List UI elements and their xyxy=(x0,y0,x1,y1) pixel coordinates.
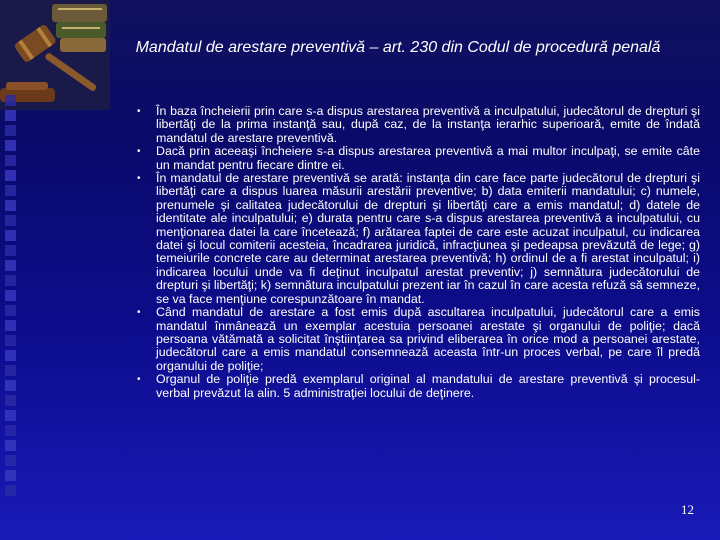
decor-square xyxy=(5,230,16,241)
decorative-square-strip xyxy=(0,95,22,540)
decor-square xyxy=(5,410,16,421)
decor-square xyxy=(5,125,16,136)
page-number: 12 xyxy=(681,502,694,517)
decor-square xyxy=(5,170,16,181)
bullet-text: Organul de poliţie predă exemplarul original al mandatului de arestare preventivă şi procesul-verbal prevăzut la alin. 5 administraţiei locului de deţinere. xyxy=(156,372,700,400)
decor-square xyxy=(5,110,16,121)
slide-title: Mandatul de arestare preventivă – art. 230 din Codul de procedură penală xyxy=(135,39,661,56)
bullet-item xyxy=(130,172,700,306)
decor-square xyxy=(5,365,16,376)
decor-square xyxy=(5,290,16,301)
decor-square xyxy=(5,275,16,286)
decor-square xyxy=(5,155,16,166)
decor-square xyxy=(5,470,16,481)
bullet-marker: • xyxy=(137,307,141,319)
bullet-item xyxy=(130,306,700,373)
bullet-text: Dacă prin aceeaşi încheiere s-a dispus arestarea preventivă a mai multor inculpaţi, se emite câte un mandat pentru fiecare dintre ei. xyxy=(156,144,700,172)
bullet-marker: • xyxy=(137,374,141,386)
decor-square xyxy=(5,215,16,226)
bullet-text: Când mandatul de arestare a fost emis după ascultarea inculpatului, judecătorul care a emis mandatul înmânează un exemplar acestuia persoanei arestate şi organului de poliţie; dacă persoana vătămată a solicitat înştiinţarea sa privind eliberarea în orice mod a persoanei arestate, judecătorul care a emis mandatul consemnează aceasta într-un proces verbal, pe care îl predă organului de poliţie; xyxy=(156,305,700,373)
bullet-marker: • xyxy=(137,173,141,185)
bullet-item xyxy=(130,105,700,145)
decor-square xyxy=(5,350,16,361)
decor-square xyxy=(5,185,16,196)
bullet-list xyxy=(130,105,700,400)
bullet-text: În baza încheierii prin care s-a dispus arestarea preventivă a inculpatului, judecătorul de drepturi şi libertăţi de la prima instanţă sau, după caz, de la instanţa ierarhic superioară, emite de îndată mandatul de arestare preventivă. xyxy=(156,104,700,145)
decor-square xyxy=(5,485,16,496)
decor-square xyxy=(5,140,16,151)
decor-square xyxy=(5,380,16,391)
decor-square xyxy=(5,260,16,271)
decor-square xyxy=(5,395,16,406)
decor-square xyxy=(5,335,16,346)
decor-square xyxy=(5,200,16,211)
decor-square xyxy=(5,305,16,316)
decor-square xyxy=(5,320,16,331)
decor-square xyxy=(5,455,16,466)
decor-square xyxy=(5,425,16,436)
gavel-and-books-icon xyxy=(0,0,110,110)
decor-square xyxy=(5,440,16,451)
decor-square xyxy=(5,245,16,256)
bullet-marker: • xyxy=(137,106,141,117)
decor-square xyxy=(5,95,16,106)
bullet-item xyxy=(130,373,700,400)
bullet-item xyxy=(130,145,700,172)
bullet-marker: • xyxy=(137,146,141,158)
bullet-text: În mandatul de arestare preventivă se arată: instanţa din care face parte judecătorul de drepturi şi libertăţi care a dispus luarea măsurii arestării preventive; b) data emiterii mandatului; c) numele, prenumele şi calitatea judecătorului de drepturi şi libertăţi care a emis mandatul; d) datele de identitate ale inculpatului; e) durata pentru care s-a dispus arestarea preventivă a inculpatului, cu menţionarea datei la care încetează; f) arătarea faptei de care este acuzat inculpatul, cu indicarea datei şi locul comiterii acesteia, încadrarea juridică, infracţiunea şi pedeapsa prevăzută de lege; g) temeiurile concrete care au determinat arestarea preventivă; h) ordinul de a fi arestat inculpatul; i) indicarea locului unde va fi deţinut inculpatul arestat preventiv; j) semnătura judecătorului de drepturi şi libertăţi; k) semnătura inculpatului prezent iar în cazul în care acesta refuză să semneze, se va face menţiune corespunzătoare în mandat. xyxy=(156,171,700,306)
